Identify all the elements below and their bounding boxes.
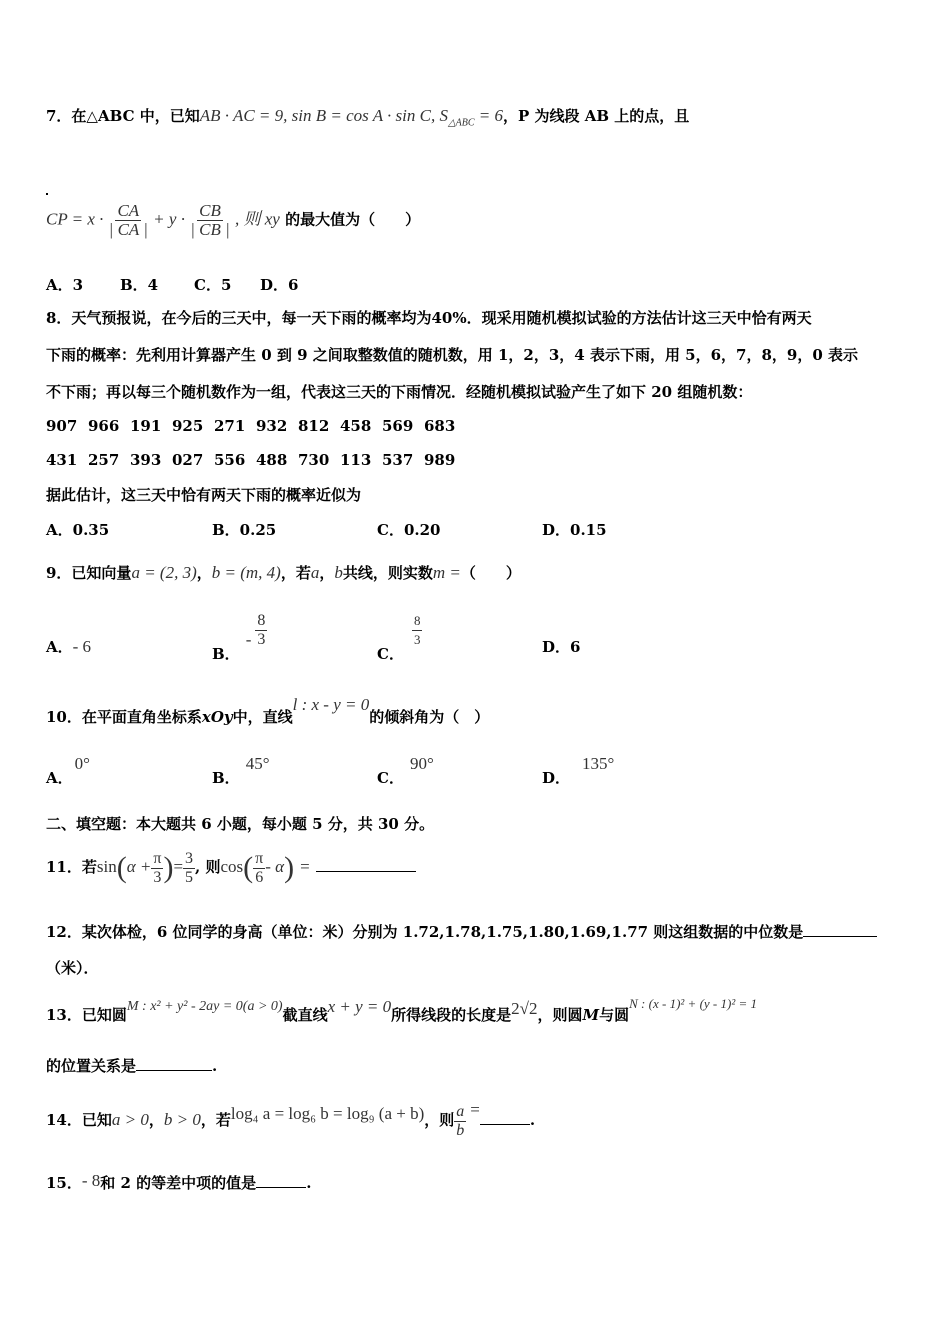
q13-length: 2√2 xyxy=(511,999,538,1018)
q14-text-c: ，则 xyxy=(424,1111,455,1129)
random-number: 812 xyxy=(298,417,330,435)
q9-text-c: 共线，则实数 xyxy=(342,564,433,582)
q9-vec-b: b = (m, 4) xyxy=(211,563,281,582)
q7-frac-ca: $\frac{CA}{| CA |}$ xyxy=(108,201,148,239)
q9-option-b: B．- $\frac{8}{3}$ xyxy=(212,612,266,663)
random-number: 488 xyxy=(256,451,288,469)
q9-a: a xyxy=(310,563,320,582)
q9-text-b: ，若 xyxy=(280,564,311,582)
q13-circle-m: M : x² + y² - 2ay = 0(a > 0) xyxy=(126,999,283,1014)
random-number: 932 xyxy=(256,417,288,435)
q10-option-a: A．0° xyxy=(46,754,90,787)
q13-circle-n: N : (x - 1)² + (y - 1)² = 1 xyxy=(629,996,757,1011)
q13-line2-text: 的位置关系是 xyxy=(46,1057,137,1075)
random-number: 907 xyxy=(46,417,78,435)
q15-value: - 8 xyxy=(81,1171,101,1190)
q11-frac-35: $\frac{3}{5}$ xyxy=(185,849,194,886)
q8-para-line1: 8．天气预报说，在今后的三天中，每一天下雨的概率均为40%．现采用随机模拟试验的方法估计这三天中恰有两天 xyxy=(46,309,812,327)
random-number: 683 xyxy=(424,417,456,435)
q9-comma: ， xyxy=(196,564,212,582)
q13-text-d: ，则圆 xyxy=(537,1006,583,1024)
q10-text-b: 中，直线 xyxy=(232,708,293,726)
q11-then: , 则 xyxy=(195,858,221,876)
random-number: 569 xyxy=(382,417,414,435)
q14-eq: = xyxy=(470,1100,480,1119)
q15-num: 15． xyxy=(46,1174,82,1192)
q14-answer-blank[interactable] xyxy=(480,1110,530,1125)
q9-option-c: C． $\frac{8}{3}$ xyxy=(377,613,421,663)
q13-answer-blank[interactable] xyxy=(136,1056,212,1071)
random-number: 730 xyxy=(298,451,330,469)
random-number: 989 xyxy=(424,451,456,469)
q7-option-d: D．6 xyxy=(260,276,299,294)
q9-vec-a: a = (2, 3) xyxy=(131,563,197,582)
q15-end: . xyxy=(306,1174,312,1192)
q10-line xyxy=(46,695,490,727)
q14-a-gt: a > 0 xyxy=(111,1110,149,1129)
q13-m: M xyxy=(582,1006,600,1024)
q7-option-c: C．5 xyxy=(194,276,232,294)
random-number: 191 xyxy=(130,417,162,435)
q7-line1 xyxy=(46,106,689,133)
q9-b: b xyxy=(334,563,343,582)
q7-text-a: 7．在△ABC 中，已知 xyxy=(46,107,200,125)
q7-option-a: A．3 xyxy=(46,276,84,294)
q7-frac-cb: $\frac{CB}{| CB |}$ xyxy=(190,201,230,239)
q11-alpha-plus: α + xyxy=(126,857,152,876)
q13-text-b: 截直线 xyxy=(282,1006,328,1024)
q7-line2 xyxy=(46,202,420,239)
q14-b-gt: b > 0 xyxy=(163,1110,201,1129)
q9-option-d: D．6 xyxy=(542,638,581,656)
q8-option-d: D．0.15 xyxy=(542,521,607,539)
q11-eq2: = xyxy=(300,857,310,876)
q8-para-line3: 不下雨；再以每三个随机数作为一组，代表这三天的下雨情况．经随机模拟试验产生了如下 20 组随机数： xyxy=(46,383,753,401)
q10-xoy: xOy xyxy=(201,708,233,726)
random-number: 027 xyxy=(172,451,204,469)
section-2-heading: 二、填空题：本大题共 6 小题，每小题 5 分，共 30 分。 xyxy=(46,815,435,833)
q11-eq: = xyxy=(173,857,184,876)
q11-frac-pi6: $\frac{\pi}{6}$ xyxy=(255,849,264,886)
q10-text-a: 10．在平面直角坐标系 xyxy=(46,708,202,726)
random-number: 537 xyxy=(382,451,414,469)
q11-frac-pi3: $\frac{\pi}{3}$ xyxy=(153,849,162,886)
q14-line xyxy=(46,1098,535,1142)
q10-option-c: C．90° xyxy=(377,754,434,787)
q10-option-d: D．135° xyxy=(542,754,615,787)
q9-comma: ， xyxy=(319,564,335,582)
q14-comma: ， xyxy=(148,1111,164,1129)
q12-text: 12．某次体检，6 位同学的身高（单位：米）分别为 1.72,1.78,1.75,1.80,1.69,1.77 则这组数据的中位数是 xyxy=(46,923,804,941)
q15-line xyxy=(46,1173,311,1193)
q7-condition-math: AB · AC = 9, sin B = cos A · sin C, $S_{\triangle ABC} = 6$ xyxy=(199,106,504,129)
q14-frac-ab: $\frac{a}{b}$ xyxy=(456,1102,465,1139)
q12-line1 xyxy=(46,922,877,942)
q11-cos: cos xyxy=(220,857,244,876)
q14-text-b: ，若 xyxy=(200,1111,231,1129)
q13-text-c: 所得线段的长度是 xyxy=(391,1006,512,1024)
random-number: 458 xyxy=(340,417,372,435)
q8-para-line2: 下雨的概率：先利用计算器产生 0 到 9 之间取整数值的随机数，用 1，2，3，4 表示下雨，用 5，6，7，8，9，0 表示 xyxy=(46,346,859,364)
q14-end: . xyxy=(529,1111,536,1129)
random-number: 271 xyxy=(214,417,246,435)
q10-text-c: 的倾斜角为（ ） xyxy=(369,708,490,726)
q8-conclusion: 据此估计，这三天中恰有两天下雨的概率近似为 xyxy=(46,486,362,504)
q13-line2 xyxy=(46,1056,217,1076)
q12-answer-blank[interactable] xyxy=(803,922,877,937)
q10-option-b: B．45° xyxy=(212,754,270,787)
random-number: 393 xyxy=(130,451,162,469)
random-number: 113 xyxy=(340,451,372,469)
q8-option-a: A．0.35 xyxy=(46,521,110,539)
q10-line-eq: l : x - y = 0 xyxy=(292,695,370,714)
q14-logs: log₄ a = log₆ b = log₉ (a + b) xyxy=(230,1104,425,1123)
q8-option-b: B．0.25 xyxy=(212,521,277,539)
q13-text-e: 与圆 xyxy=(599,1006,630,1024)
q13-line-eq: x + y = 0 xyxy=(327,997,392,1016)
q9-line xyxy=(46,563,521,583)
q13-line1 xyxy=(46,996,757,1027)
q14-text-a: 14．已知 xyxy=(46,1111,112,1129)
q12-line2: （米）． xyxy=(46,959,99,977)
q15-text: 和 2 的等差中项的值是 xyxy=(100,1174,257,1192)
q7-cp-label: CP = x · xyxy=(46,209,104,229)
q7-option-b: B．4 xyxy=(120,276,159,294)
q8-option-c: C．0.20 xyxy=(377,521,441,539)
q9-text-d: （ ） xyxy=(460,564,521,582)
q11-line: 11．若sin(α + $\frac{\pi}{3}$ )= $\frac{3}{5}$ , 则cos( $\frac{\pi}{6}$ - α) = xyxy=(46,845,416,889)
q7-text-b: ，P 为线段 AB 上的点，且 xyxy=(503,107,690,125)
q11-answer-blank[interactable] xyxy=(316,857,416,872)
q9-option-a: A．- 6 xyxy=(46,637,92,656)
random-number: 257 xyxy=(88,451,120,469)
q7-plus-y: + y · xyxy=(153,209,185,229)
q13-text-a: 13．已知圆 xyxy=(46,1006,127,1024)
q11-num: 11．若 xyxy=(46,858,97,876)
random-number: 556 xyxy=(214,451,246,469)
q11-minus-alpha: - α xyxy=(265,857,285,876)
q7-text-c: 的最大值为（ ） xyxy=(285,210,421,229)
decorative-dot xyxy=(46,193,48,195)
q15-answer-blank[interactable] xyxy=(256,1173,306,1188)
q11-sin: sin xyxy=(96,857,117,876)
random-number: 925 xyxy=(172,417,204,435)
q13-end: . xyxy=(212,1057,218,1075)
q9-text-a: 9．已知向量 xyxy=(46,564,132,582)
q7-then-xy: , 则 xy xyxy=(235,209,280,229)
random-number: 431 xyxy=(46,451,78,469)
random-number: 966 xyxy=(88,417,120,435)
q9-m-eq: m = xyxy=(432,563,461,582)
